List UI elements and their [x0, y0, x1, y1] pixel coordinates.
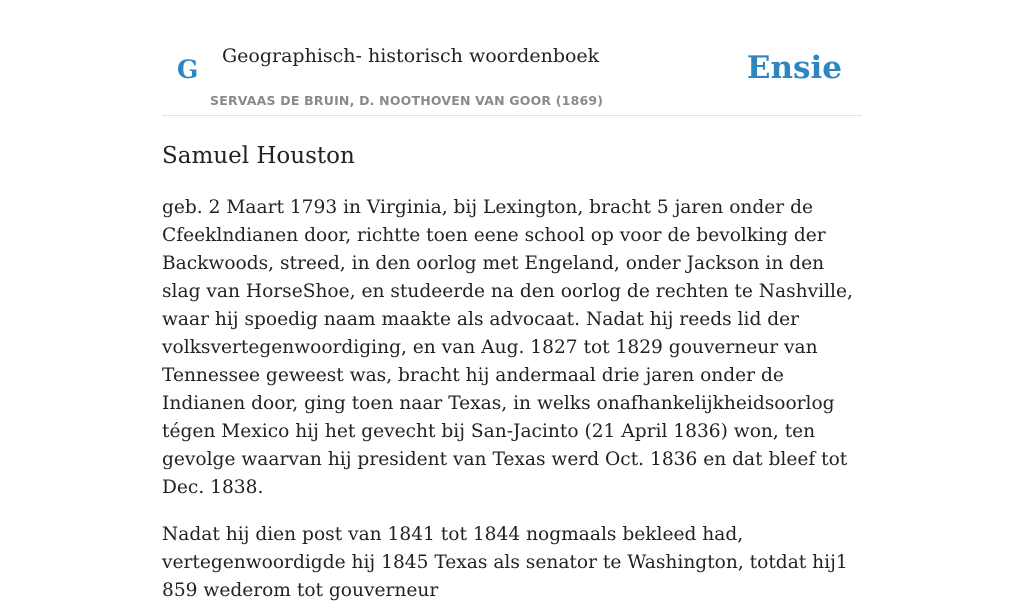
page	[162, 0, 862, 605]
header	[162, 0, 862, 116]
brand-logo[interactable]: Ensie	[746, 50, 842, 86]
entry-paragraph-1: geb. 2 Maart 1793 in Virginia, bij Lexington, bracht 5 jaren onder de Cfeeklndianen door, richtte toen eene school op voor de bevolking der Backwoods, streed, in den oorlog met Engeland, onder Jackson in den slag van HorseShoe, en studeerde na den oorlog de rechten te Nashville, waar hij spoedig naam maakte als advocaat. Nadat hij reeds lid der volksvertegenwoordiging, en van Aug. 1827 tot 1829 gouverneur van Tennessee geweest was, bracht hij andermaal drie jaren onder de Indianen door, ging toen naar Texas, in welks onafhankelijkheidsoorlog tégen Mexico hij het gevecht bij San-Jacinto (21 April 1836) won, ten gevolge waarvan hij president van Texas werd Oct. 1836 en dat bleef tot Dec. 1838.	[162, 197, 853, 498]
book-title[interactable]: Geographisch- historisch woordenboek	[222, 45, 600, 67]
entry-paragraph-2: Nadat hij dien post van 1841 tot 1844 nogmaals bekleed had, vertegenwoordigde hij 1845 Texas als senator te Washington, totdat hij1 859 wederom tot gouverneur	[162, 524, 848, 601]
entry-title: Samuel Houston	[162, 143, 355, 169]
book-authors: SERVAAS DE BRUIN, D. NOOTHOVEN VAN GOOR (1869)	[210, 93, 604, 108]
book-logo-icon[interactable]: G	[177, 55, 199, 84]
